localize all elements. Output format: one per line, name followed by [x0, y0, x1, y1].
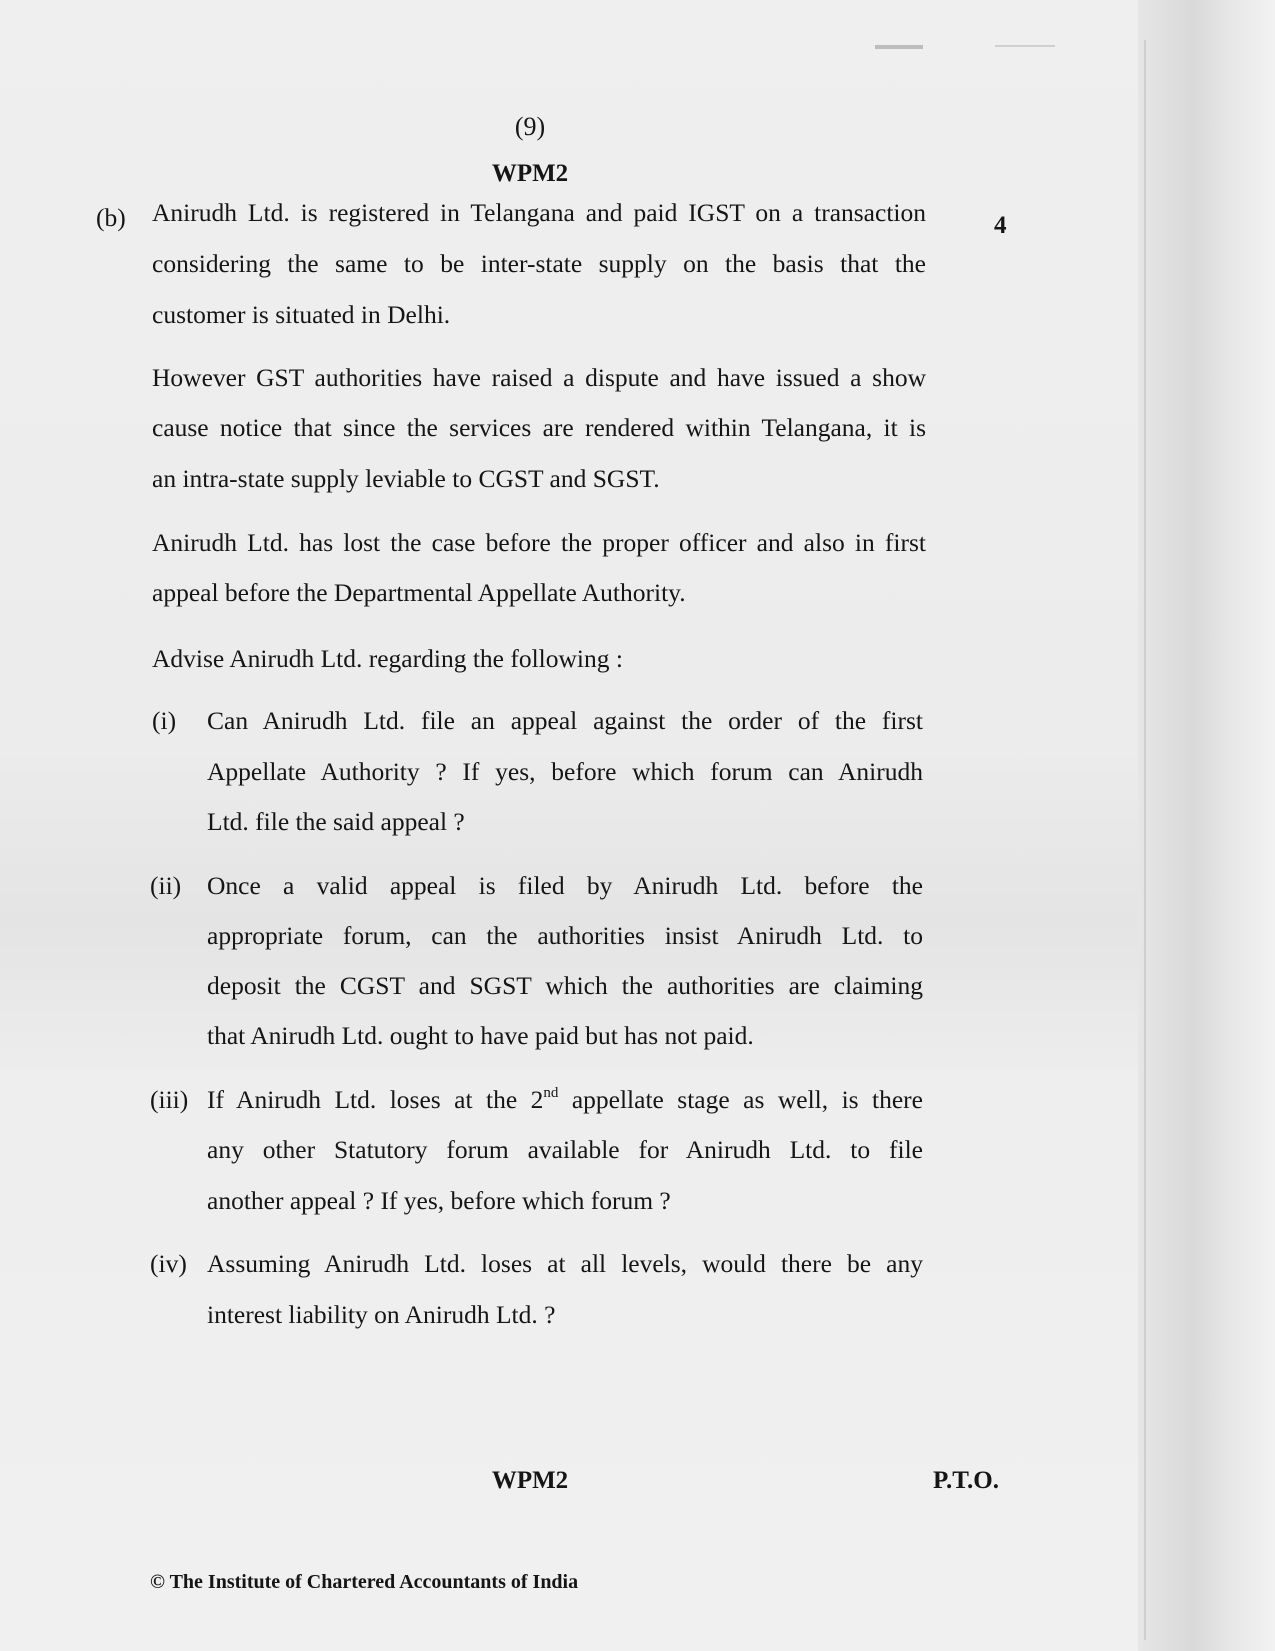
scan-mark	[995, 45, 1055, 47]
sub-item-label: (i)	[152, 706, 177, 735]
sub-item-iii-text: If Anirudh Ltd. loses at the 2	[207, 1085, 544, 1114]
sub-item-iii-line-3: another appeal ? If yes, before which forum ?	[207, 1186, 671, 1215]
sub-item-label: (iv)	[150, 1249, 187, 1278]
question-marks: 4	[994, 212, 1007, 239]
paper-code-header: WPM2	[491, 160, 569, 187]
para1-line-3: customer is situated in Delhi.	[152, 300, 451, 329]
sub-item-i-line-1: Can Anirudh Ltd. file an appeal against the order of the first	[207, 706, 923, 735]
pto-label: P.T.O.	[933, 1467, 999, 1494]
sub-item-i-line-2: Appellate Authority ? If yes, before which forum can Anirudh	[207, 757, 923, 786]
scan-shadow-edge	[1138, 0, 1275, 1651]
sub-item-iv-line-1: Assuming Anirudh Ltd. loses at all levels, would there be any	[207, 1249, 923, 1278]
ordinal-suffix: nd	[543, 1084, 559, 1101]
para2-line-1: However GST authorities have raised a dispute and have issued a show	[152, 363, 926, 392]
para2-line-3: an intra-state supply leviable to CGST and SGST.	[152, 464, 660, 493]
para1-line-2: considering the same to be inter-state supply on the basis that the	[152, 249, 926, 278]
paper-code-footer: WPM2	[491, 1467, 569, 1494]
para1-line-1: Anirudh Ltd. is registered in Telangana and paid IGST on a transaction	[152, 198, 926, 227]
sub-item-ii-line-2: appropriate forum, can the authorities insist Anirudh Ltd. to	[207, 921, 923, 950]
sub-item-label: (ii)	[150, 871, 182, 900]
question-label: (b)	[96, 203, 126, 232]
sub-item-iii-line-1	[207, 1085, 923, 1115]
sub-item-ii-line-3: deposit the CGST and SGST which the authorities are claiming	[207, 971, 923, 1000]
sub-item-label: (iii)	[150, 1085, 189, 1114]
advise-line: Advise Anirudh Ltd. regarding the following :	[152, 644, 623, 673]
para3-line-1: Anirudh Ltd. has lost the case before the proper officer and also in first	[152, 528, 926, 557]
copyright-notice: © The Institute of Chartered Accountants of India	[150, 1571, 579, 1593]
sub-item-iv-line-2: interest liability on Anirudh Ltd. ?	[207, 1300, 556, 1329]
sub-item-ii-line-1: Once a valid appeal is filed by Anirudh Ltd. before the	[207, 871, 923, 900]
sub-item-i-line-3: Ltd. file the said appeal ?	[207, 807, 465, 836]
sub-item-ii-line-4: that Anirudh Ltd. ought to have paid but has not paid.	[207, 1021, 754, 1050]
scan-mark	[875, 45, 923, 49]
scan-edge-line	[1144, 40, 1146, 1640]
sub-item-iii-text: appellate stage as well, is there	[558, 1085, 923, 1114]
sub-item-iii-line-2: any other Statutory forum available for Anirudh Ltd. to file	[207, 1135, 923, 1164]
para2-line-2: cause notice that since the services are rendered within Telangana, it is	[152, 413, 926, 442]
page-number: (9)	[514, 112, 546, 141]
para3-line-2: appeal before the Departmental Appellate Authority.	[152, 578, 686, 607]
